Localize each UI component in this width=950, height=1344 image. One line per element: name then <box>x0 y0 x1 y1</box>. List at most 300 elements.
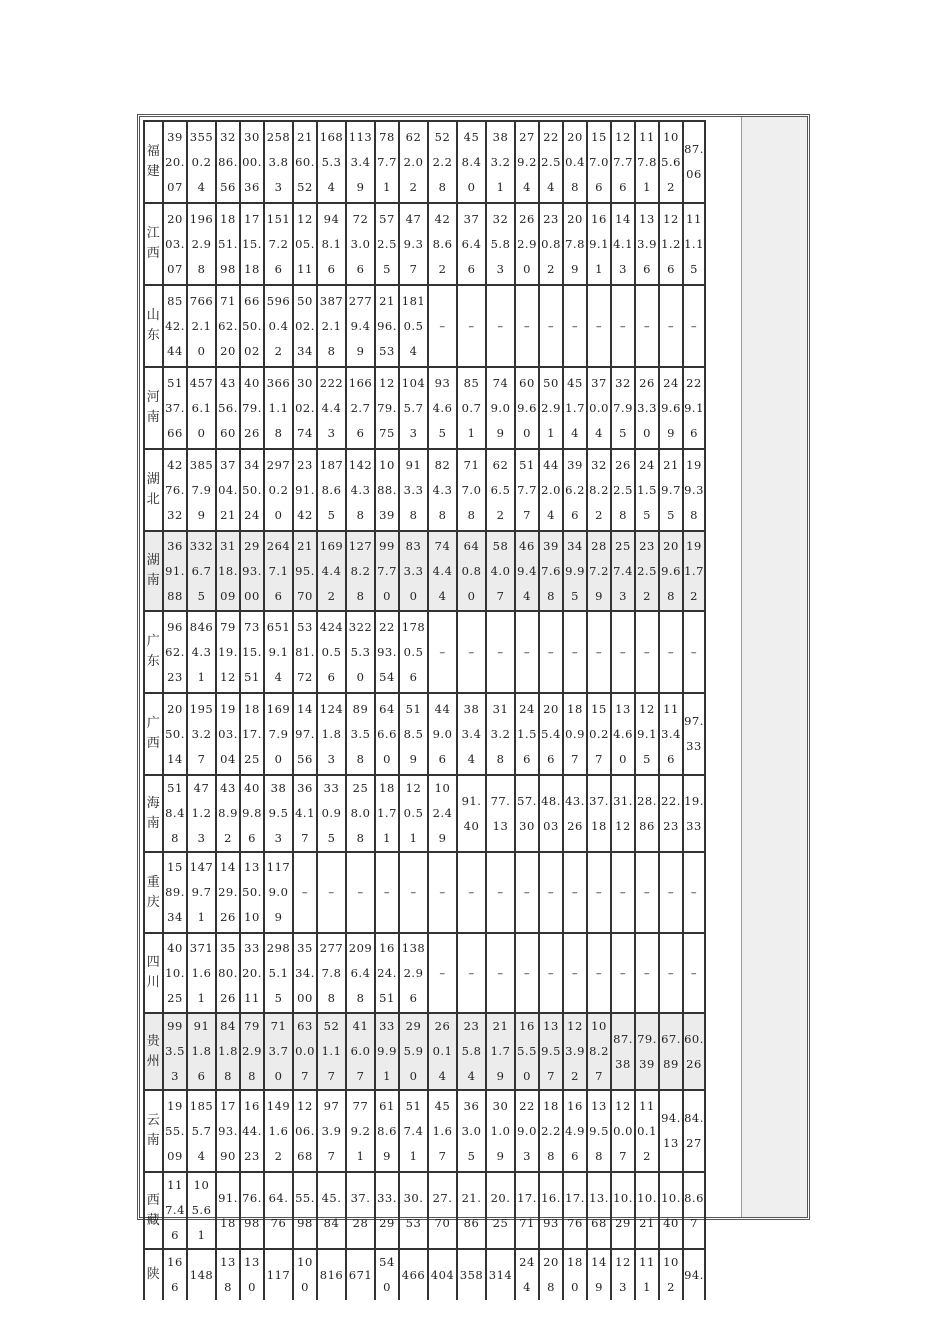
table-cell: – <box>619 318 627 333</box>
table-cell: 110.12 <box>637 1098 657 1163</box>
table-row <box>143 202 706 284</box>
table-cell: 191.72 <box>684 538 704 603</box>
table-cell: 260.14 <box>432 1019 453 1083</box>
table-cell: 438.92 <box>218 781 238 845</box>
table-cell: 4576.10 <box>189 375 214 440</box>
table-cell: 518.59 <box>403 701 424 766</box>
table-cell: 8464.31 <box>189 619 214 684</box>
table-cell: 138 <box>220 1255 236 1294</box>
table-cell: 3580.26 <box>218 940 238 1005</box>
table-cell: 787.71 <box>377 129 397 194</box>
table-cell: 120.51 <box>403 781 424 845</box>
table-cell: 517.77 <box>517 457 537 522</box>
table-cell: – <box>619 885 627 899</box>
table-cell: 117 <box>266 1267 291 1282</box>
table-cell: 3857.99 <box>189 457 214 522</box>
table-cell: 301.09 <box>490 1098 511 1163</box>
table-cell: – <box>595 318 603 333</box>
table-cell: 222.54 <box>541 129 561 194</box>
table-cell: 3534.00 <box>295 940 315 1005</box>
table-cell: 584.07 <box>490 538 511 603</box>
table-cell: 33.29 <box>377 1190 397 1230</box>
table-cell: 134.60 <box>613 701 633 766</box>
table-cell: 6650.02 <box>242 293 262 358</box>
table-cell: 102.49 <box>432 781 453 845</box>
table-cell: 166 <box>167 1255 183 1294</box>
table-cell: 43.26 <box>565 793 585 833</box>
table-row <box>143 1089 706 1171</box>
province-name: 云南 <box>146 1113 161 1148</box>
table-row <box>143 284 706 366</box>
table-cell: – <box>571 885 579 899</box>
table-cell: 1205.11 <box>295 211 315 276</box>
table-cell: 100 <box>297 1255 313 1294</box>
table-cell: 397.68 <box>541 538 561 603</box>
table-cell: 169.11 <box>589 211 609 276</box>
table-cell: 396.26 <box>565 457 585 522</box>
table-cell: 182.28 <box>541 1098 561 1163</box>
table-cell: 105.61 <box>191 1178 212 1242</box>
table-cell: – <box>667 885 675 899</box>
table-cell: 1045.73 <box>401 375 426 440</box>
table-cell: 5137.66 <box>165 375 185 440</box>
table-cell: 327.95 <box>613 375 633 440</box>
table-cell: 451.67 <box>432 1098 453 1163</box>
table-cell: 1133.49 <box>348 129 373 194</box>
table-cell: 2779.49 <box>348 293 373 358</box>
table-cell: – <box>571 644 579 659</box>
table-cell: 364.17 <box>295 781 315 845</box>
table-row <box>143 932 706 1012</box>
province-name: 西藏 <box>146 1192 161 1228</box>
table-cell: 37.18 <box>589 793 609 833</box>
table-cell: – <box>439 644 446 659</box>
table-cell: 1350.10 <box>242 860 262 924</box>
table-cell: 1279.75 <box>377 375 397 440</box>
table-cell: 31.12 <box>613 793 633 833</box>
table-cell: 3872.18 <box>319 293 344 358</box>
table-cell: – <box>497 965 504 980</box>
table-cell: 129.15 <box>637 701 657 766</box>
table-cell: 3711.61 <box>189 940 214 1005</box>
table-cell: 139.57 <box>541 1019 561 1083</box>
table-cell: 3920.07 <box>165 129 185 194</box>
table-cell: 1694.42 <box>319 538 344 603</box>
table-cell: 1793.90 <box>218 1098 238 1163</box>
table-cell: 229.16 <box>684 375 704 440</box>
table-cell: 469.44 <box>517 538 537 603</box>
table-cell: – <box>468 644 475 659</box>
table-cell: 383.21 <box>490 129 511 194</box>
table-cell: 2196.53 <box>377 293 397 358</box>
table-cell: 180.97 <box>565 701 585 766</box>
table-cell: – <box>497 644 504 659</box>
table-cell: 10.29 <box>613 1190 633 1230</box>
table-cell: 295.90 <box>403 1019 424 1083</box>
table-cell: 609.60 <box>517 375 537 440</box>
table-cell: 3326.75 <box>189 538 214 603</box>
table-cell: 325.83 <box>490 211 511 276</box>
table-cell: 287.29 <box>589 538 609 603</box>
table-cell: 1953.27 <box>189 701 214 766</box>
table-cell: 181.71 <box>377 781 397 845</box>
table-cell: 466 <box>401 1267 426 1282</box>
table-cell: – <box>410 885 417 899</box>
table-cell: 1429.26 <box>218 860 238 924</box>
table-cell: 10.21 <box>637 1190 657 1230</box>
table-cell: 1962.98 <box>189 211 214 276</box>
table-cell: 973.97 <box>321 1098 342 1163</box>
table-cell: 2970.20 <box>266 457 291 522</box>
table-cell: 144.13 <box>613 211 633 276</box>
table-cell: 3661.18 <box>266 375 291 440</box>
table-cell: 1424.38 <box>348 457 373 522</box>
table-cell: 108.27 <box>589 1019 609 1083</box>
table-cell: 1479.71 <box>189 860 214 924</box>
table-cell: 622.02 <box>403 129 424 194</box>
table-cell: 2224.43 <box>319 375 344 440</box>
province-name: 湖北 <box>146 472 161 507</box>
table-cell: 21.86 <box>461 1190 482 1230</box>
table-cell: 130 <box>244 1255 260 1294</box>
table-cell: 383.44 <box>461 701 482 766</box>
table-cell: 1517.26 <box>266 211 291 276</box>
province-name: 河南 <box>146 390 161 425</box>
table-cell: 3118.09 <box>218 538 238 603</box>
table-cell: – <box>301 885 309 899</box>
table-cell: 4276.32 <box>165 457 185 522</box>
table-cell: – <box>690 885 698 899</box>
table-cell: – <box>643 318 651 333</box>
table-cell: – <box>439 965 446 980</box>
table-cell: 7162.20 <box>218 293 238 358</box>
table-cell: 27.70 <box>432 1190 453 1230</box>
table-cell: 1088.39 <box>377 457 397 522</box>
table-cell: 241.55 <box>637 457 657 522</box>
table-row <box>143 1248 706 1300</box>
table-cell: 471.23 <box>191 781 212 845</box>
table-cell: 211.79 <box>490 1019 511 1083</box>
table-cell: 363.05 <box>461 1098 482 1163</box>
table-cell: 792.98 <box>242 1019 262 1083</box>
table-cell: 428.62 <box>432 211 453 276</box>
table-cell: – <box>328 885 335 899</box>
table-cell: 824.38 <box>432 457 453 522</box>
table-cell: 262.90 <box>517 211 537 276</box>
table-cell: 76.98 <box>242 1190 262 1230</box>
table-cell: 127.76 <box>613 129 633 194</box>
table-cell: 723.06 <box>350 211 371 276</box>
table-cell: 164.96 <box>565 1098 585 1163</box>
table-cell: 1810.54 <box>401 293 426 358</box>
table-cell: 120.07 <box>613 1098 633 1163</box>
table-cell: 207.89 <box>565 211 585 276</box>
table-cell: – <box>523 965 531 980</box>
table-cell: 4010.25 <box>165 940 185 1005</box>
table-cell: 816 <box>319 1267 344 1282</box>
table-cell: – <box>690 644 698 659</box>
table-cell: 113.46 <box>661 701 681 766</box>
table-cell: 749.09 <box>490 375 511 440</box>
table-cell: – <box>547 318 555 333</box>
table-cell: 1644.23 <box>242 1098 262 1163</box>
table-row <box>143 1171 706 1248</box>
province-name: 广东 <box>146 634 161 669</box>
table-cell: 2583.83 <box>266 129 291 194</box>
table-cell: 121.26 <box>661 211 681 276</box>
table-cell: 3691.88 <box>165 538 185 603</box>
table-cell: 3550.24 <box>189 129 214 194</box>
table-cell: 22.23 <box>661 793 681 833</box>
table-cell: 328.22 <box>589 457 609 522</box>
table-cell: 841.88 <box>218 1019 238 1083</box>
table-row <box>143 366 706 448</box>
table-cell: 111.15 <box>684 211 704 276</box>
table-cell: 913.38 <box>403 457 424 522</box>
table-cell: – <box>357 885 364 899</box>
table-cell: 67.89 <box>661 1031 681 1071</box>
table-cell: 123.92 <box>565 1019 585 1083</box>
table-cell: 850.71 <box>461 375 482 440</box>
table-cell: 1624.51 <box>377 940 397 1005</box>
table-cell: 717.08 <box>461 457 482 522</box>
table-cell: 48.03 <box>541 793 561 833</box>
table-cell: 209.68 <box>661 538 681 603</box>
table-cell: – <box>690 965 698 980</box>
table-cell: 10.40 <box>661 1190 681 1230</box>
table-cell: 133.96 <box>637 211 657 276</box>
table-cell: – <box>497 885 504 899</box>
table-cell: 77.13 <box>490 793 511 833</box>
table-cell: – <box>643 965 651 980</box>
table-cell: 149 <box>591 1255 607 1294</box>
table-cell: 139.58 <box>589 1098 609 1163</box>
table-cell: – <box>571 318 579 333</box>
table-cell: 94.13 <box>661 1111 681 1150</box>
table-cell: 1851.98 <box>218 211 238 276</box>
table-cell: 833.30 <box>403 538 424 603</box>
table-cell: 17.71 <box>517 1190 537 1230</box>
table-cell: 1697.90 <box>266 701 291 766</box>
table-cell: 8542.44 <box>165 293 185 358</box>
table-cell: 4079.26 <box>242 375 262 440</box>
table-cell: 479.37 <box>403 211 424 276</box>
table-cell: 671 <box>348 1267 373 1282</box>
table-cell: – <box>547 965 555 980</box>
table-cell: 5002.34 <box>295 293 315 358</box>
province-name: 贵州 <box>146 1033 161 1069</box>
table-cell: 123 <box>615 1255 631 1294</box>
table-cell: 358 <box>459 1267 484 1282</box>
table-cell: 235.84 <box>461 1019 482 1083</box>
table-cell: 1241.83 <box>319 701 344 766</box>
table-cell: 208 <box>543 1255 559 1294</box>
table-cell: 2985.15 <box>266 940 291 1005</box>
province-name: 福建 <box>146 144 161 179</box>
table-row <box>143 851 706 932</box>
table-cell: 2050.14 <box>165 701 185 766</box>
table-cell: 458.40 <box>461 129 482 194</box>
table-cell: 64.76 <box>268 1190 289 1230</box>
table-cell: 502.91 <box>541 375 561 440</box>
table-cell: 205.46 <box>541 701 561 766</box>
table-cell: 521.17 <box>321 1019 342 1083</box>
table-cell: 3225.30 <box>348 619 373 684</box>
table-frame <box>137 114 810 1294</box>
table-cell: 87.38 <box>613 1031 633 1071</box>
table-cell: 744.44 <box>432 538 453 603</box>
table-cell: 94. <box>684 1267 704 1282</box>
table-cell: 111 <box>639 1255 655 1294</box>
table-cell: 1497.56 <box>295 701 315 766</box>
table-cell: 105.62 <box>661 129 681 194</box>
table-row <box>143 692 706 774</box>
table-cell: 30.53 <box>403 1190 424 1230</box>
province-name: 重庆 <box>146 874 161 910</box>
table-cell: 997.70 <box>377 538 397 603</box>
table-cell: 2096.48 <box>348 940 373 1005</box>
table-cell: 7919.12 <box>218 619 238 684</box>
table-cell: 5960.42 <box>266 293 291 358</box>
table-cell: 60.26 <box>684 1031 704 1071</box>
table-cell: 1715.18 <box>242 211 262 276</box>
table-cell: – <box>619 644 627 659</box>
table-cell: 376.46 <box>461 211 482 276</box>
table-cell: – <box>667 965 675 980</box>
table-cell: 1662.76 <box>348 375 373 440</box>
table-cell: 409.86 <box>242 781 262 845</box>
table-cell: – <box>619 965 627 980</box>
table-cell: 3704.21 <box>218 457 238 522</box>
table-cell: 1878.65 <box>319 457 344 522</box>
province-name: 海南 <box>146 795 161 831</box>
table-cell: – <box>497 318 504 333</box>
table-cell: – <box>523 644 531 659</box>
table-cell: 165.50 <box>517 1019 537 1083</box>
table-cell: 893.58 <box>350 701 371 766</box>
table-cell: 911.86 <box>191 1019 212 1083</box>
table-cell: 1491.62 <box>266 1098 291 1163</box>
table-cell: 948.16 <box>321 211 342 276</box>
province-name: 山东 <box>146 308 161 343</box>
table-cell: 1589.34 <box>165 860 185 924</box>
table-cell: 1780.56 <box>401 619 426 684</box>
table-cell: 229.03 <box>517 1098 537 1163</box>
table-cell: 55.98 <box>295 1190 315 1230</box>
table-cell: 117.46 <box>165 1178 185 1242</box>
table-cell: 91.40 <box>461 793 482 833</box>
table-cell: 779.21 <box>350 1098 371 1163</box>
table-cell: 2160.52 <box>295 129 315 194</box>
table-cell: 13.68 <box>589 1190 609 1230</box>
table-cell: 3450.24 <box>242 457 262 522</box>
table-cell: 102 <box>663 1255 679 1294</box>
table-row <box>143 448 706 530</box>
table-cell: 1382.96 <box>401 940 426 1005</box>
table-cell: 2003.07 <box>165 211 185 276</box>
table-cell: – <box>595 885 603 899</box>
table-cell: 219.75 <box>661 457 681 522</box>
table-cell: 17.76 <box>565 1190 585 1230</box>
table-cell: 19.33 <box>684 793 704 833</box>
table-cell: 258.08 <box>350 781 371 845</box>
table-cell: 9662.23 <box>165 619 185 684</box>
table-cell: 1903.04 <box>218 701 238 766</box>
table-cell: – <box>547 644 555 659</box>
table-cell: 934.65 <box>432 375 453 440</box>
table-cell: – <box>667 644 675 659</box>
table-cell: 200.48 <box>565 129 585 194</box>
table-cell: 572.55 <box>377 211 397 276</box>
table-cell: 180 <box>567 1255 583 1294</box>
table-cell: 3320.11 <box>242 940 262 1005</box>
table-cell: 84.27 <box>684 1111 704 1150</box>
table-cell: 5381.72 <box>295 619 315 684</box>
table-cell: 199.38 <box>684 457 704 522</box>
table-cell: 262.58 <box>613 457 633 522</box>
table-cell: – <box>468 318 475 333</box>
table-cell: 2993.00 <box>242 538 262 603</box>
table-cell: 339.91 <box>377 1019 397 1083</box>
table-cell: 314 <box>488 1267 513 1282</box>
table-cell: 28.86 <box>637 793 657 833</box>
table-cell: 79.39 <box>637 1031 657 1071</box>
table-cell: 517.41 <box>403 1098 424 1163</box>
table-cell: 442.04 <box>541 457 561 522</box>
table-cell: 630.07 <box>295 1019 315 1083</box>
table-cell: 618.69 <box>377 1098 397 1163</box>
table-cell: – <box>643 885 651 899</box>
table-cell: 330.95 <box>321 781 342 845</box>
table-cell: – <box>595 644 603 659</box>
table-cell: 8.67 <box>684 1190 704 1230</box>
table-cell: 148 <box>189 1267 214 1282</box>
table-cell: – <box>643 644 651 659</box>
table-cell: – <box>571 965 579 980</box>
province-name: 陕 <box>146 1267 161 1282</box>
table-cell: 7315.51 <box>242 619 262 684</box>
table-cell: 449.06 <box>432 701 453 766</box>
province-name: 湖南 <box>146 553 161 588</box>
table-cell: – <box>595 965 603 980</box>
table-cell: 2195.70 <box>295 538 315 603</box>
table-row <box>143 120 706 202</box>
table-cell: – <box>468 885 475 899</box>
table-cell: 1206.68 <box>295 1098 315 1163</box>
table-cell: 263.30 <box>637 375 657 440</box>
table-cell: – <box>523 885 531 899</box>
table-cell: 540 <box>379 1255 395 1294</box>
table-cell: 1855.74 <box>189 1098 214 1163</box>
table-cell: – <box>439 318 446 333</box>
table-row <box>143 530 706 610</box>
table-cell: 2647.16 <box>266 538 291 603</box>
table-cell: 257.43 <box>613 538 633 603</box>
table-cell: 1278.28 <box>348 538 373 603</box>
table-cell: 249.69 <box>661 375 681 440</box>
table-cell: 20.25 <box>490 1190 511 1230</box>
table-cell: 370.04 <box>589 375 609 440</box>
table-cell: 16.93 <box>541 1190 561 1230</box>
table-cell: 7662.10 <box>189 293 214 358</box>
table-cell: 45.84 <box>321 1190 342 1230</box>
table-cell: 713.70 <box>268 1019 289 1083</box>
table-cell: 451.74 <box>565 375 585 440</box>
table-cell: – <box>468 965 475 980</box>
table-row <box>143 774 706 851</box>
table-cell: 150.27 <box>589 701 609 766</box>
table-cell: – <box>523 318 531 333</box>
